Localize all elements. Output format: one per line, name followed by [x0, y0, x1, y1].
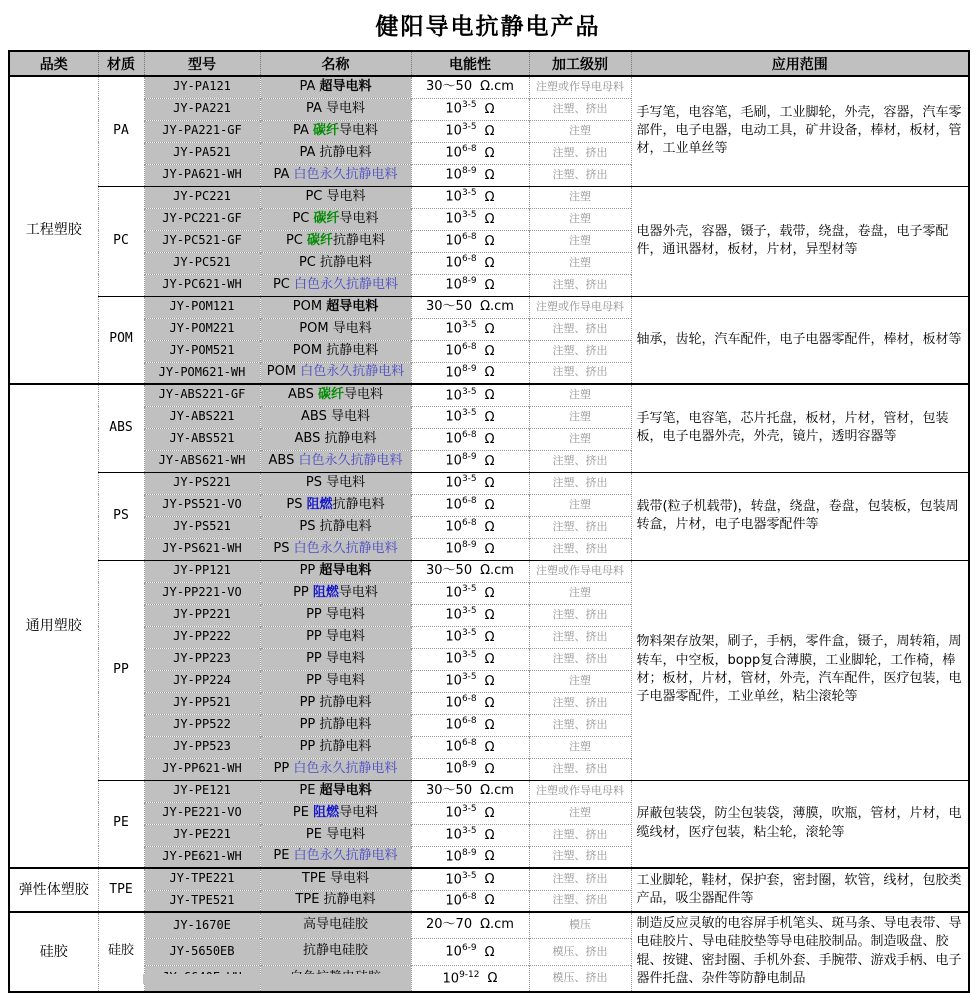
product-name-cell: PA 碳纤导电料 — [260, 120, 411, 142]
product-name-cell: TPE 抗静电料 — [260, 890, 411, 912]
product-name-cell: PP 阻燃导电料 — [260, 582, 411, 604]
process-cell: 注塑、挤出 — [529, 604, 631, 626]
product-name-cell: PC 白色永久抗静电料 — [260, 274, 411, 296]
process-cell: 注塑、挤出 — [529, 450, 631, 472]
product-name-cell: PP 导电料 — [260, 648, 411, 670]
model-cell: JY-PC521 — [144, 252, 260, 274]
column-header-5: 电能性 — [411, 51, 529, 76]
resistivity-cell: 10$^{8-9}$ Ω — [411, 274, 529, 296]
model-cell: JY-PA621-WH — [144, 164, 260, 186]
process-cell: 注塑、挤出 — [529, 890, 631, 912]
model-cell: JY-POM121 — [144, 296, 260, 318]
product-name-cell: PC 抗静电料 — [260, 252, 411, 274]
model-cell: JY-ABS221-GF — [144, 384, 260, 406]
model-cell: JY-PA521 — [144, 142, 260, 164]
resistivity-cell: 10$^{3-5}$ Ω — [411, 670, 529, 692]
product-name-cell: POM 导电料 — [260, 318, 411, 340]
model-cell: JY-PE221-VO — [144, 802, 260, 824]
product-name-cell: PC 碳纤导电料 — [260, 208, 411, 230]
product-name-cell: 抗静电硅胶 — [260, 939, 411, 966]
model-cell: JY-ABS621-WH — [144, 450, 260, 472]
application-cell: 工业脚轮，鞋材，保护套，密封圈，软管，线材，包胶类产品，吸尘器配件等 — [631, 868, 969, 912]
resistivity-cell: 10$^{3-5}$ Ω — [411, 120, 529, 142]
resistivity-cell: 10$^{6-8}$ Ω — [411, 714, 529, 736]
model-cell: JY-POM221 — [144, 318, 260, 340]
process-cell: 注塑 — [529, 802, 631, 824]
model-cell: JY-PP223 — [144, 648, 260, 670]
products-table — [8, 50, 970, 993]
column-header-1: 品类 — [9, 51, 98, 76]
product-name-cell: PP 白色永久抗静电料 — [260, 758, 411, 780]
resistivity-cell: 10$^{6-8}$ Ω — [411, 516, 529, 538]
table-row — [9, 472, 969, 494]
column-header-2: 材质 — [98, 51, 144, 76]
model-cell: JY-PP121 — [144, 560, 260, 582]
model-cell: JY-PP222 — [144, 626, 260, 648]
model-cell: JY-PP521 — [144, 692, 260, 714]
application-cell: 电器外壳，容器，镊子，载带，绕盘，卷盘，电子零配件，通讯器材，板材，片材，异型材等 — [631, 186, 969, 296]
product-name-cell: ABS 导电料 — [260, 406, 411, 428]
application-cell: 载带(粒子机载带)，转盘，绕盘，卷盘，包装板，包装周转盒，片材，电子电器零配件等 — [631, 472, 969, 560]
process-cell: 模压、挤出 — [529, 939, 631, 966]
process-cell: 注塑 — [529, 670, 631, 692]
resistivity-cell: 10$^{6-9}$ Ω — [411, 939, 529, 966]
resistivity-cell: 10$^{6-8}$ Ω — [411, 142, 529, 164]
process-cell: 注塑 — [529, 208, 631, 230]
model-cell: JY-PP224 — [144, 670, 260, 692]
table-row — [9, 912, 969, 939]
process-cell: 注塑或作导电母料 — [529, 76, 631, 98]
model-cell: JY-TPE521 — [144, 890, 260, 912]
table-row — [9, 780, 969, 802]
process-cell: 注塑、挤出 — [529, 318, 631, 340]
resistivity-cell: 10$^{6-8}$ Ω — [411, 230, 529, 252]
process-cell: 注塑 — [529, 736, 631, 758]
resistivity-cell: 10$^{6-8}$ Ω — [411, 494, 529, 516]
product-name-cell: 高导电硅胶 — [260, 912, 411, 939]
resistivity-cell: 30～50 Ω.cm — [411, 296, 529, 318]
product-name-cell: POM 抗静电料 — [260, 340, 411, 362]
resistivity-cell: 10$^{3-5}$ Ω — [411, 868, 529, 890]
model-cell: JY-PC521-GF — [144, 230, 260, 252]
resistivity-cell: 10$^{3-5}$ Ω — [411, 208, 529, 230]
product-name-cell: PP 抗静电料 — [260, 714, 411, 736]
model-cell: JY-PS521-VO — [144, 494, 260, 516]
process-cell: 注塑或作导电母料 — [529, 560, 631, 582]
category-cell: 工程塑胶 — [9, 76, 98, 384]
resistivity-cell: 10$^{8-9}$ Ω — [411, 846, 529, 868]
process-cell: 注塑 — [529, 120, 631, 142]
product-name-cell: PC 导电料 — [260, 186, 411, 208]
application-cell: 屏蔽包装袋，防尘包装袋，薄膜，吹瓶，管材，片材，电缆线材，医疗包装，粘尘轮，滚轮等 — [631, 780, 969, 868]
process-cell: 注塑、挤出 — [529, 714, 631, 736]
process-cell: 注塑、挤出 — [529, 626, 631, 648]
application-cell: 制造反应灵敏的电容屏手机笔头、斑马条、导电表带、导电硅胶片、导电硅胶垫等导电硅胶制品。制造吸盘、胶辊、按键、密封圈、手机外套、手腕带、游戏手柄、电子器件托盘、杂件等防静电制品 — [631, 912, 969, 992]
table-row — [9, 384, 969, 406]
model-cell: JY-POM621-WH — [144, 362, 260, 384]
application-cell: 手写笔，电容笔，芯片托盘，板材，片材，管材，包装板，电子电器外壳，外壳，镜片，透明容器等 — [631, 384, 969, 472]
resistivity-cell: 10$^{8-9}$ Ω — [411, 362, 529, 384]
application-cell: 手写笔，电容笔，毛刷，工业脚轮，外壳，容器，汽车零部件，电子电器，电动工具，矿井设备，棒材，板材，管材，工业单丝等 — [631, 76, 969, 186]
model-cell: JY-PC221-GF — [144, 208, 260, 230]
model-cell: JY-PS621-WH — [144, 538, 260, 560]
material-cell: PC — [98, 186, 144, 296]
process-cell: 注塑、挤出 — [529, 274, 631, 296]
process-cell: 注塑、挤出 — [529, 340, 631, 362]
process-cell: 注塑 — [529, 186, 631, 208]
model-cell: JY-ABS221 — [144, 406, 260, 428]
process-cell: 注塑 — [529, 428, 631, 450]
category-cell: 硅胶 — [9, 912, 98, 992]
model-cell: JY-1670E — [144, 912, 260, 939]
table-row — [9, 560, 969, 582]
resistivity-cell: 10$^{6-8}$ Ω — [411, 890, 529, 912]
process-cell: 注塑 — [529, 384, 631, 406]
product-name-cell: PE 白色永久抗静电料 — [260, 846, 411, 868]
process-cell: 注塑 — [529, 406, 631, 428]
resistivity-cell: 10$^{3-5}$ Ω — [411, 98, 529, 120]
model-cell: JY-PS521 — [144, 516, 260, 538]
resistivity-cell: 10$^{6-8}$ Ω — [411, 340, 529, 362]
process-cell: 注塑、挤出 — [529, 868, 631, 890]
process-cell: 注塑、挤出 — [529, 846, 631, 868]
process-cell: 注塑、挤出 — [529, 538, 631, 560]
resistivity-cell: 10$^{3-5}$ Ω — [411, 472, 529, 494]
model-cell: JY-PP221 — [144, 604, 260, 626]
process-cell: 注塑 — [529, 252, 631, 274]
product-name-cell: POM 超导电料 — [260, 296, 411, 318]
product-name-cell: PA 抗静电料 — [260, 142, 411, 164]
product-name-cell: PS 导电料 — [260, 472, 411, 494]
resistivity-cell: 10$^{3-5}$ Ω — [411, 186, 529, 208]
process-cell: 注塑 — [529, 494, 631, 516]
process-cell: 注塑 — [529, 582, 631, 604]
column-header-6: 加工级别 — [529, 51, 631, 76]
material-cell: PE — [98, 780, 144, 868]
product-name-cell: PS 抗静电料 — [260, 516, 411, 538]
resistivity-cell: 10$^{8-9}$ Ω — [411, 450, 529, 472]
process-cell: 注塑、挤出 — [529, 692, 631, 714]
resistivity-cell: 10$^{8-9}$ Ω — [411, 538, 529, 560]
resistivity-cell: 10$^{3-5}$ Ω — [411, 802, 529, 824]
resistivity-cell: 10$^{8-9}$ Ω — [411, 164, 529, 186]
model-cell: JY-PP522 — [144, 714, 260, 736]
table-row — [9, 296, 969, 318]
model-cell: JY-PE121 — [144, 780, 260, 802]
resistivity-cell: 30～50 Ω.cm — [411, 76, 529, 98]
process-cell: 注塑、挤出 — [529, 362, 631, 384]
resistivity-cell: 20～70 Ω.cm — [411, 912, 529, 939]
resistivity-cell: 10$^{3-5}$ Ω — [411, 406, 529, 428]
product-name-cell: POM 白色永久抗静电料 — [260, 362, 411, 384]
process-cell: 注塑、挤出 — [529, 758, 631, 780]
process-cell: 注塑、挤出 — [529, 824, 631, 846]
resistivity-cell: 10$^{6-8}$ Ω — [411, 252, 529, 274]
product-name-cell: ABS 碳纤导电料 — [260, 384, 411, 406]
product-name-cell: PS 阻燃抗静电料 — [260, 494, 411, 516]
model-cell: JY-PE221 — [144, 824, 260, 846]
model-cell: JY-PA221 — [144, 98, 260, 120]
product-name-cell: PP 导电料 — [260, 626, 411, 648]
table-row — [9, 76, 969, 98]
table-bottom-shadow — [143, 974, 411, 984]
process-cell: 模压 — [529, 912, 631, 939]
model-cell: JY-TPE221 — [144, 868, 260, 890]
process-cell: 注塑或作导电母料 — [529, 780, 631, 802]
product-name-cell: PP 导电料 — [260, 604, 411, 626]
process-cell: 注塑、挤出 — [529, 472, 631, 494]
product-name-cell: PS 白色永久抗静电料 — [260, 538, 411, 560]
process-cell: 注塑、挤出 — [529, 142, 631, 164]
product-name-cell: PE 超导电料 — [260, 780, 411, 802]
model-cell: JY-POM521 — [144, 340, 260, 362]
product-name-cell: PP 抗静电料 — [260, 692, 411, 714]
model-cell: JY-PA121 — [144, 76, 260, 98]
resistivity-cell: 10$^{8-9}$ Ω — [411, 758, 529, 780]
product-name-cell: PP 抗静电料 — [260, 736, 411, 758]
product-name-cell: TPE 导电料 — [260, 868, 411, 890]
model-cell: JY-PC221 — [144, 186, 260, 208]
table-header-row — [9, 51, 969, 76]
resistivity-cell: 10$^{3-5}$ Ω — [411, 604, 529, 626]
application-cell: 轴承，齿轮，汽车配件，电子电器零配件，棒材，板材等 — [631, 296, 969, 384]
process-cell: 注塑、挤出 — [529, 648, 631, 670]
process-cell: 注塑、挤出 — [529, 98, 631, 120]
product-name-cell: ABS 抗静电料 — [260, 428, 411, 450]
process-cell: 模压、挤出 — [529, 965, 631, 992]
column-header-4: 名称 — [260, 51, 411, 76]
product-name-cell: PC 碳纤抗静电料 — [260, 230, 411, 252]
resistivity-cell: 10$^{3-5}$ Ω — [411, 648, 529, 670]
resistivity-cell: 10$^{9-12}$ Ω — [411, 965, 529, 992]
page-title: 健阳导电抗静电产品 — [375, 13, 601, 40]
material-cell: PA — [98, 76, 144, 186]
model-cell: JY-PE621-WH — [144, 846, 260, 868]
material-cell: PS — [98, 472, 144, 560]
model-cell: JY-PP523 — [144, 736, 260, 758]
model-cell: JY-5650EB — [144, 939, 260, 966]
product-name-cell: ABS 白色永久抗静电料 — [260, 450, 411, 472]
resistivity-cell: 10$^{3-5}$ Ω — [411, 824, 529, 846]
process-cell: 注塑、挤出 — [529, 516, 631, 538]
model-cell: JY-PA221-GF — [144, 120, 260, 142]
product-name-cell: PE 阻燃导电料 — [260, 802, 411, 824]
column-header-7: 应用范围 — [631, 51, 969, 76]
column-header-3: 型号 — [144, 51, 260, 76]
resistivity-cell: 30～50 Ω.cm — [411, 780, 529, 802]
model-cell: JY-PC621-WH — [144, 274, 260, 296]
process-cell: 注塑、挤出 — [529, 164, 631, 186]
material-cell: POM — [98, 296, 144, 384]
process-cell: 注塑 — [529, 230, 631, 252]
category-cell: 通用塑胶 — [9, 384, 98, 868]
category-cell: 弹性体塑胶 — [9, 868, 98, 912]
material-cell: 硅胶 — [98, 912, 144, 992]
process-cell: 注塑或作导电母料 — [529, 296, 631, 318]
product-name-cell: PA 导电料 — [260, 98, 411, 120]
model-cell: JY-PS221 — [144, 472, 260, 494]
resistivity-cell: 10$^{3-5}$ Ω — [411, 384, 529, 406]
product-name-cell: PA 白色永久抗静电料 — [260, 164, 411, 186]
product-name-cell: PP 导电料 — [260, 670, 411, 692]
product-name-cell: PE 导电料 — [260, 824, 411, 846]
model-cell: JY-PP621-WH — [144, 758, 260, 780]
product-name-cell: PP 超导电料 — [260, 560, 411, 582]
resistivity-cell: 10$^{6-8}$ Ω — [411, 428, 529, 450]
material-cell: ABS — [98, 384, 144, 472]
resistivity-cell: 10$^{6-8}$ Ω — [411, 736, 529, 758]
resistivity-cell: 30～50 Ω.cm — [411, 560, 529, 582]
table-row — [9, 868, 969, 890]
resistivity-cell: 10$^{3-5}$ Ω — [411, 626, 529, 648]
table-row — [9, 186, 969, 208]
model-cell: JY-ABS521 — [144, 428, 260, 450]
resistivity-cell: 10$^{3-5}$ Ω — [411, 582, 529, 604]
product-name-cell: PA 超导电料 — [260, 76, 411, 98]
resistivity-cell: 10$^{6-8}$ Ω — [411, 692, 529, 714]
application-cell: 物料架存放架，刷子，手柄，零件盒，镊子，周转箱，周转车，中空板，bopp复合薄膜，工业脚轮，工作椅，棒材；板材，片材，管材，外壳，汽车配件，医疗包装，电子电器零配件，工业单丝，粘尘滚轮等 — [631, 560, 969, 780]
resistivity-cell: 10$^{3-5}$ Ω — [411, 318, 529, 340]
material-cell: TPE — [98, 868, 144, 912]
material-cell: PP — [98, 560, 144, 780]
model-cell: JY-PP221-VO — [144, 582, 260, 604]
